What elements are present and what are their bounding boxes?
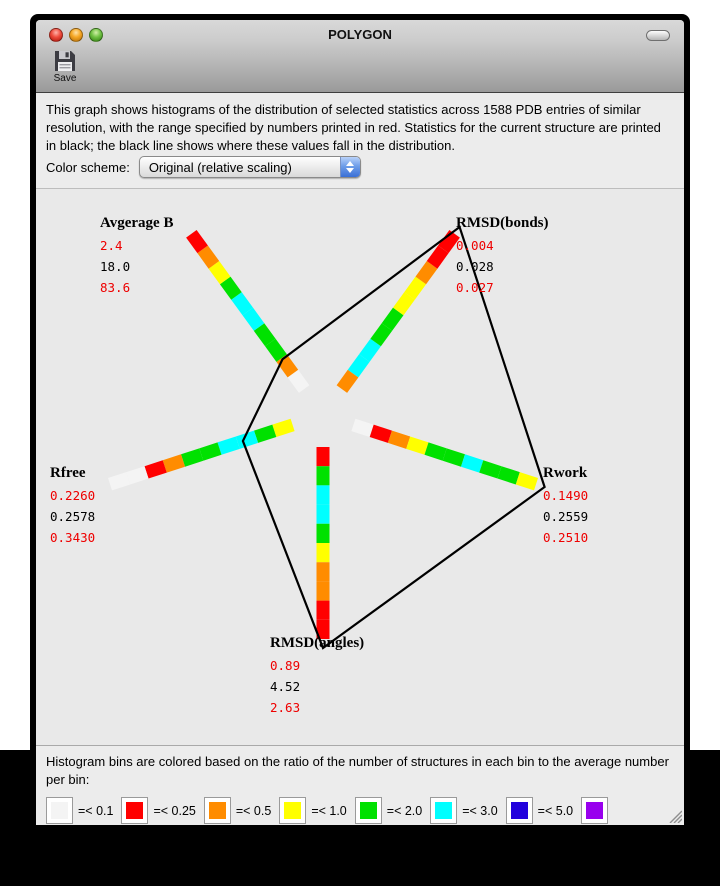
- histogram-bin-segment: [406, 437, 428, 455]
- legend-bin-label: =< 0.1: [78, 803, 114, 818]
- axis-label-average-b: [100, 215, 173, 298]
- histogram-bin-segment: [254, 425, 276, 443]
- histogram-bin-segment: [317, 543, 330, 562]
- legend-bin-label: =< 0.5: [235, 803, 272, 818]
- color-chip: [126, 802, 143, 819]
- color-chip: [209, 802, 226, 819]
- histogram-bin-segment: [199, 442, 221, 460]
- color-chip: [51, 802, 68, 819]
- color-chip: [360, 802, 377, 819]
- polygon-plot-panel: [36, 189, 684, 745]
- description-panel: [36, 93, 684, 189]
- axis-title: RMSD(angles): [270, 635, 365, 651]
- save-icon: [53, 50, 77, 72]
- histogram-bin-segment: [317, 466, 330, 485]
- color-chip: [586, 802, 603, 819]
- legend-text: Histogram bins are colored based on the ratio of the number of structures in each bin to the average number per bin:: [46, 754, 669, 787]
- axis-max: 0.027: [456, 280, 494, 295]
- legend-bins-row: [46, 797, 674, 824]
- axis-label-rmsd-angles: [270, 635, 364, 718]
- histogram-bin-segment: [317, 447, 330, 466]
- histogram-bin-segment: [317, 601, 330, 620]
- axis-title: Avgerage B: [100, 215, 174, 231]
- legend-bin-swatch-blue: [506, 797, 533, 824]
- histogram-bin-segment: [516, 472, 538, 490]
- histogram-bin-segment: [317, 562, 330, 581]
- axis-title: Rfree: [50, 465, 86, 481]
- legend-panel: [36, 745, 684, 825]
- histogram-bin-segment: [272, 419, 294, 437]
- legend-bin-swatch-green: [355, 797, 382, 824]
- axis-min: 0.004: [456, 238, 494, 253]
- histogram-bin-segment: [479, 460, 501, 478]
- histogram-bin-segment: [443, 448, 465, 466]
- histogram-bin-segment: [370, 425, 392, 443]
- color-chip: [284, 802, 301, 819]
- polygon-window: [30, 14, 690, 831]
- histogram-bin-segment: [425, 442, 447, 460]
- axis-max: 0.3430: [50, 530, 96, 545]
- toolbar: [36, 50, 684, 92]
- axis-value: 4.52: [270, 679, 301, 694]
- color-scheme-select[interactable]: [139, 156, 361, 178]
- histogram-bin-segment: [317, 485, 330, 504]
- legend-bin-label: =< 2.0: [386, 803, 423, 818]
- histogram-bin-segment: [317, 505, 330, 524]
- axis-label-rfree: [50, 465, 95, 548]
- titlebar: [36, 20, 684, 50]
- axis-max: 2.63: [270, 700, 301, 715]
- histogram-bin-segment: [108, 472, 130, 490]
- histogram-bin-segment: [181, 448, 203, 466]
- axis-value: 0.028: [456, 259, 494, 274]
- axis-value: 0.2559: [543, 509, 589, 524]
- legend-bin-label: =< 3.0: [462, 803, 498, 818]
- chevron-up-down-icon: [340, 157, 360, 177]
- axis-value: 18.0: [100, 259, 131, 274]
- histogram-bin-segment: [388, 431, 410, 449]
- histogram-bin-segment: [163, 454, 185, 472]
- axis-max: 83.6: [100, 280, 131, 295]
- legend-bin-swatch-white: [46, 797, 73, 824]
- color-scheme-value: Original (relative scaling): [148, 160, 292, 175]
- legend-bin-label: =< 1.0: [311, 803, 347, 818]
- legend-bin-swatch-yellow: [279, 797, 306, 824]
- histogram-bin-segment: [351, 419, 373, 437]
- histogram-bin-segment: [498, 466, 520, 484]
- histogram-bin-segment: [317, 581, 330, 600]
- color-chip: [435, 802, 452, 819]
- color-chip: [511, 802, 528, 819]
- description-text: This graph shows histograms of the distribution of selected statistics across 1588 PDB entries of similar resolution, with the range specified by numbers printed in red. Statistics for the current structure are printed in black; the black line shows where these values fall in the distribution.: [46, 102, 661, 153]
- legend-bin-swatch-red: [121, 797, 148, 824]
- window-title: POLYGON: [328, 27, 392, 42]
- histogram-bin-segment: [317, 524, 330, 543]
- histogram-bin-segment: [126, 466, 148, 484]
- save-button-label: Save: [53, 73, 77, 84]
- window-header: [36, 20, 684, 93]
- toolbar-toggle-button[interactable]: [646, 30, 670, 41]
- axis-label-rwork: [543, 465, 588, 548]
- color-scheme-label: Color scheme:: [46, 159, 130, 175]
- axis-min: 0.1490: [543, 488, 589, 503]
- axis-max: 0.2510: [543, 530, 589, 545]
- legend-bin-swatch-orange: [204, 797, 231, 824]
- legend-bin-label: =< 5.0: [537, 803, 574, 818]
- legend-bin-swatch-cyan: [430, 797, 457, 824]
- histogram-bin-segment: [218, 437, 240, 455]
- axis-label-rmsd-bonds: [456, 215, 549, 298]
- axis-title: RMSD(bonds): [456, 215, 549, 231]
- legend-bin-swatch-purple: [581, 797, 608, 824]
- axis-min: 0.2260: [50, 488, 96, 503]
- axis-min: 2.4: [100, 238, 123, 253]
- axis-min: 0.89: [270, 658, 301, 673]
- resize-grip[interactable]: [668, 809, 682, 823]
- legend-bin-label: =< 0.25: [153, 803, 196, 818]
- axis-value: 0.2578: [50, 509, 96, 524]
- histogram-bin-segment: [145, 460, 167, 478]
- histogram-bin-segment: [461, 454, 483, 472]
- save-button[interactable]: [45, 50, 85, 84]
- axis-title: Rwork: [543, 465, 588, 481]
